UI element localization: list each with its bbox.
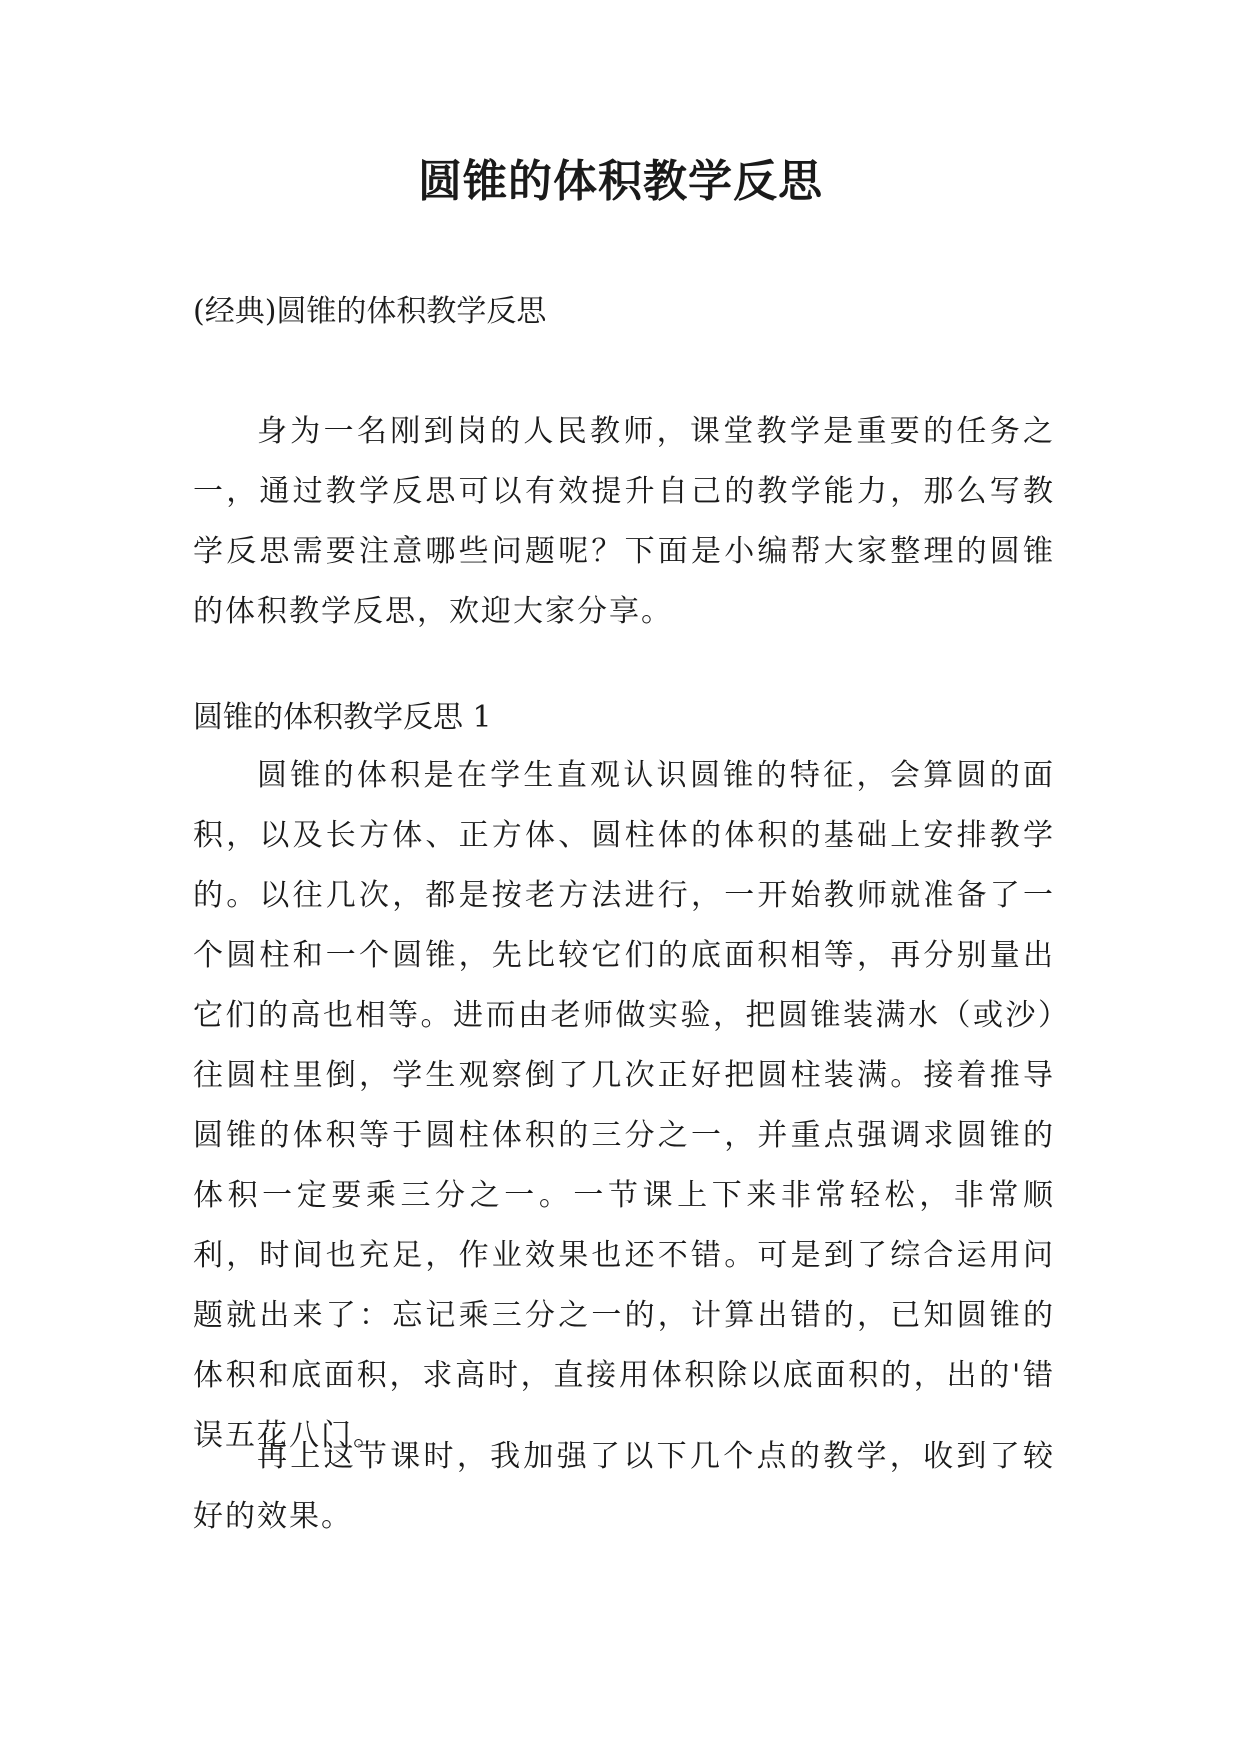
body-paragraph-1: 圆锥的体积是在学生直观认识圆锥的特征，会算圆的面积，以及长方体、正方体、圆柱体的体积的基础上安排教学的。以往几次，都是按老方法进行，一开始教师就准备了一个圆柱和一个圆锥，先比较它们的底面积相等，再分别量出它们的高也相等。进而由老师做实验，把圆锥装满水（或沙）往圆柱里倒，学生观察倒了几次正好把圆柱装满。接着推导圆锥的体积等于圆柱体积的三分之一，并重点强调求圆锥的体积一定要乘三分之一。一节课上下来非常轻松，非常顺利，时间也充足，作业效果也还不错。可是到了综合运用问题就出来了：忘记乘三分之一的，计算出错的，已知圆锥的体积和底面积，求高时，直接用体积除以底面积的，出的'错误五花八门。 xyxy=(193,758,1055,1453)
intro-paragraph: 身为一名刚到岗的人民教师，课堂教学是重要的任务之一，通过教学反思可以有效提升自己的教学能力，那么写教学反思需要注意哪些问题呢？下面是小编帮大家整理的圆锥的体积教学反思，欢迎大家分享。 xyxy=(193,414,1055,629)
document-subtitle: (经典)圆锥的体积教学反思 xyxy=(193,294,547,329)
section-heading-1: 圆锥的体积教学反思 1 xyxy=(193,700,492,735)
body-paragraph-2: 再上这节课时，我加强了以下几个点的教学，收到了较好的效果。 xyxy=(193,1439,1055,1534)
page-title: 圆锥的体积教学反思 xyxy=(418,156,823,207)
